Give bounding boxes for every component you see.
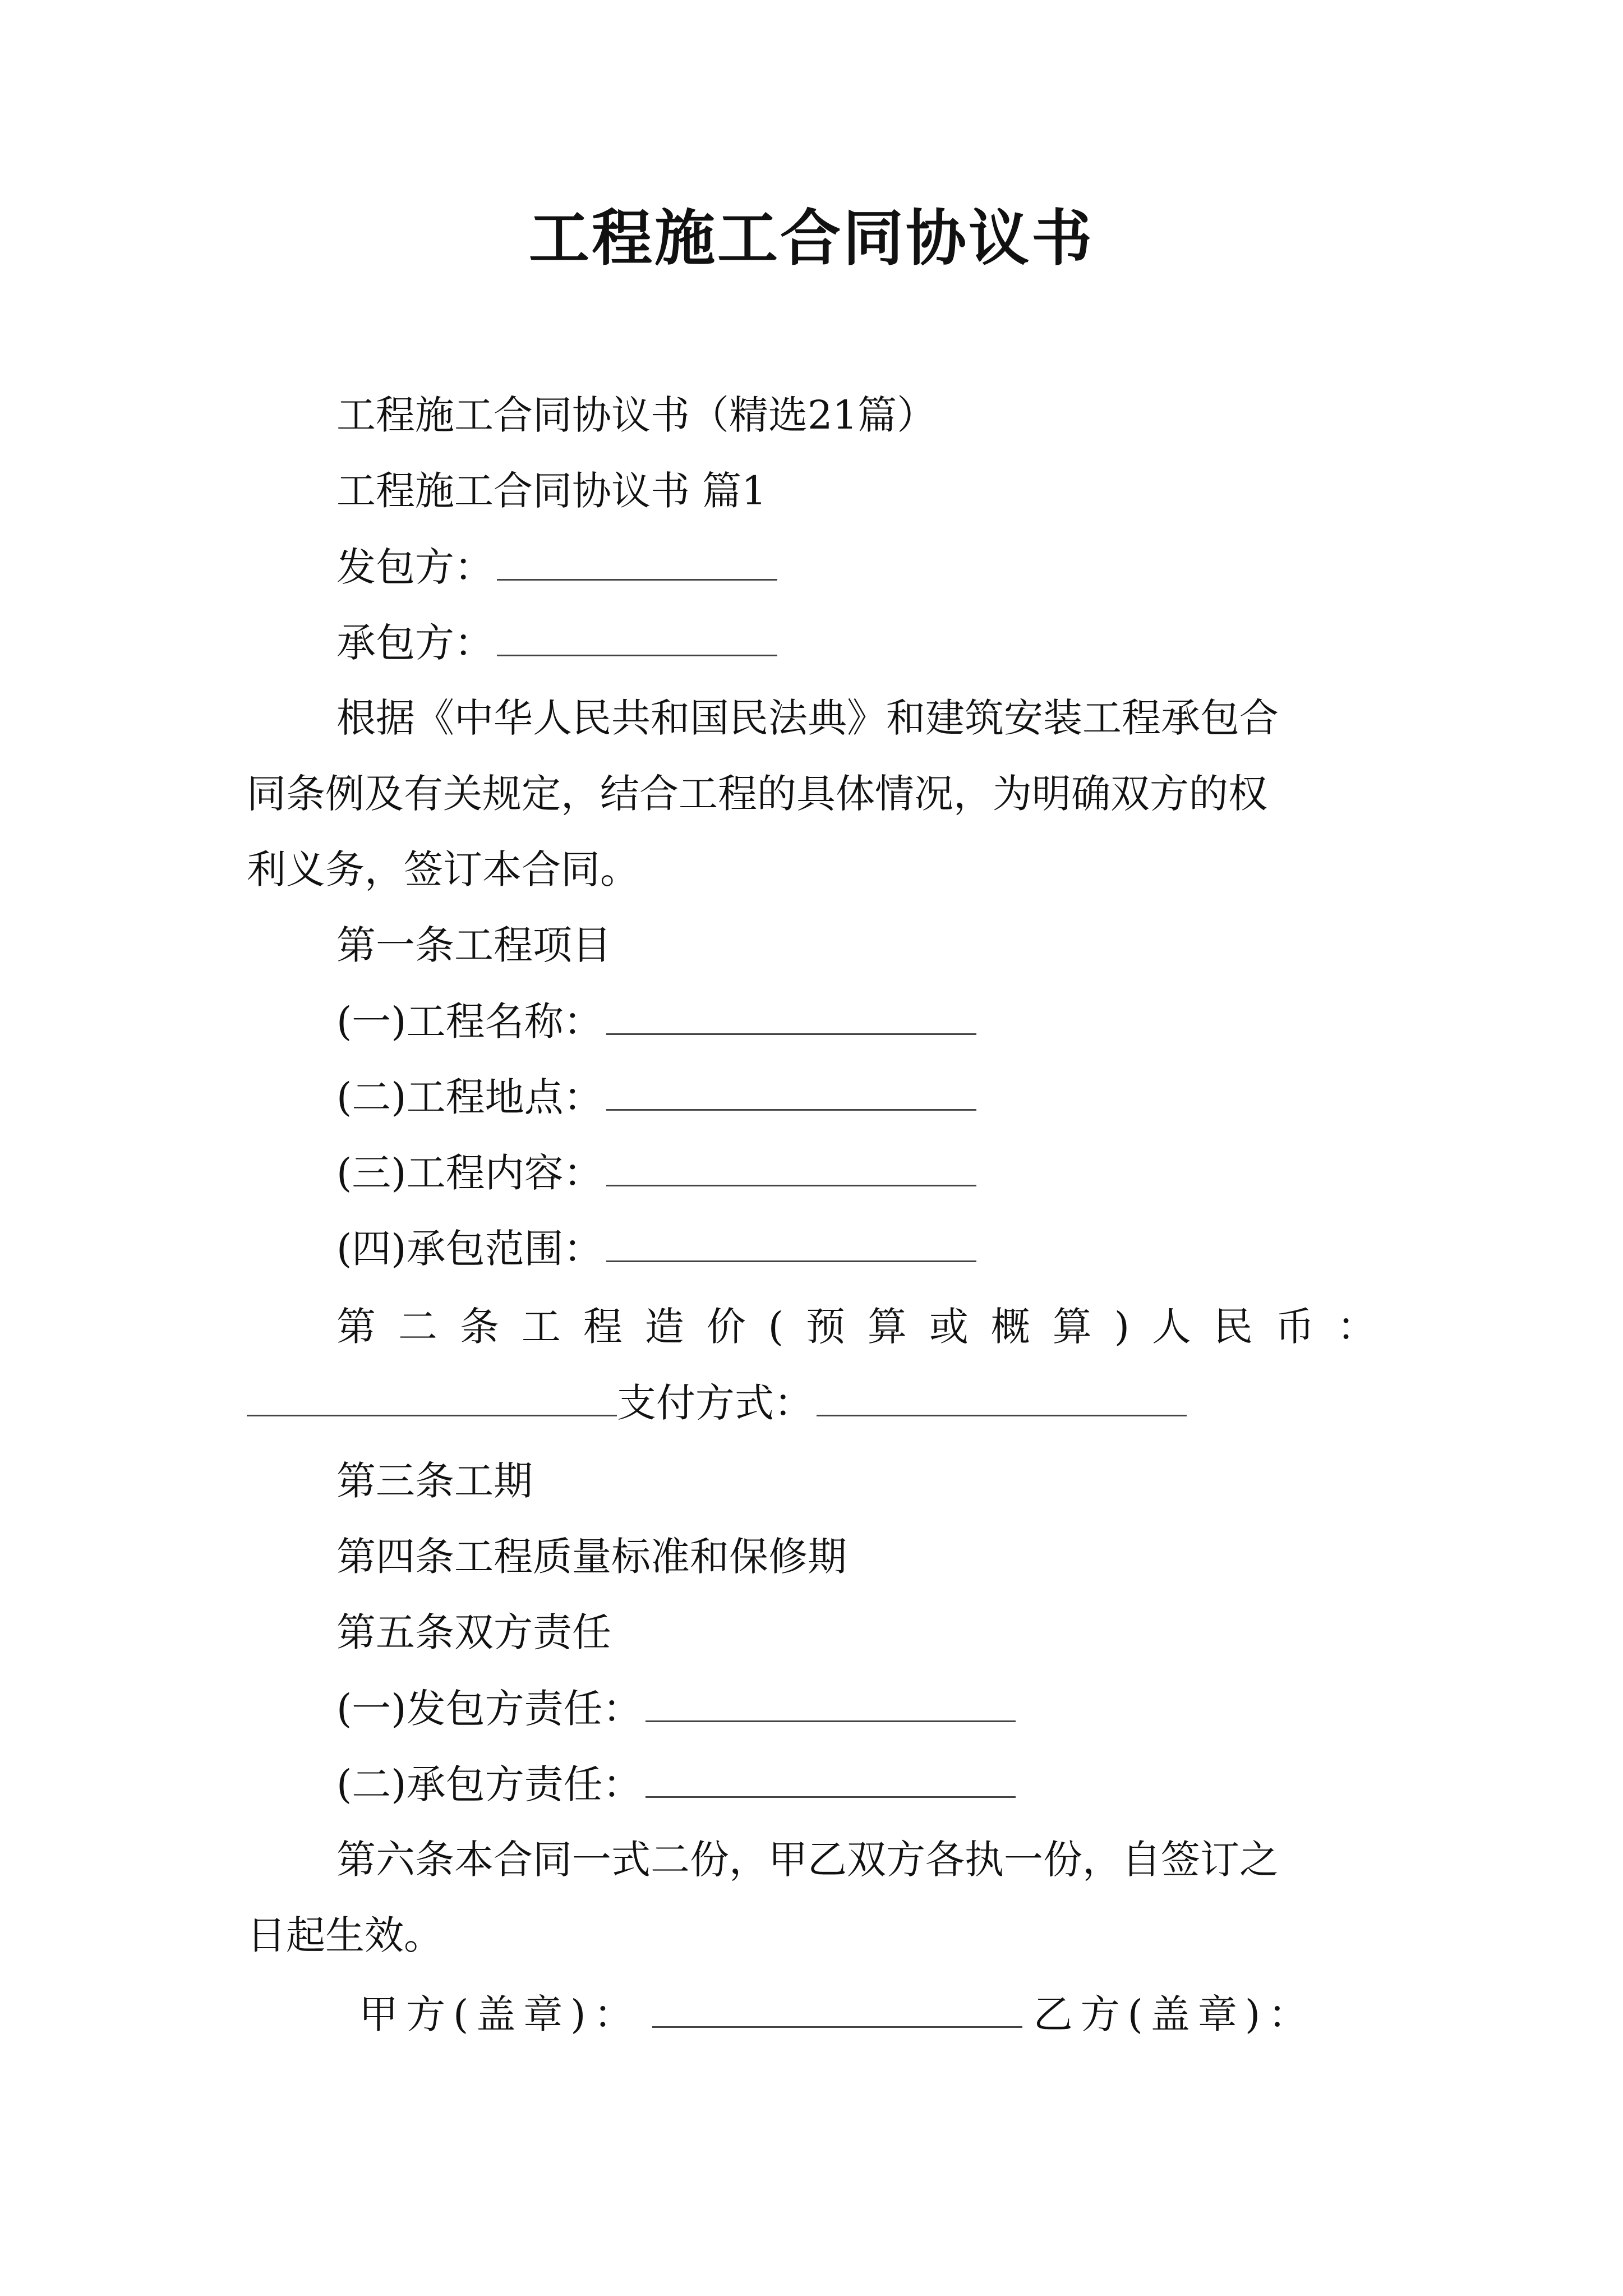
article-2-char: 二 xyxy=(398,1304,437,1350)
article-5-item-label: (二)承包方责任： xyxy=(336,1761,642,1807)
article-2-char: 第 xyxy=(336,1304,376,1350)
article-2-line xyxy=(336,1299,1376,1355)
article-2-char: 概 xyxy=(990,1304,1030,1350)
article-5-item-blank xyxy=(645,1756,1016,1798)
article-2-char: 预 xyxy=(805,1304,845,1350)
article-2-char: 或 xyxy=(929,1304,969,1350)
article-1-item-blank xyxy=(606,1144,976,1186)
article-5-item-row xyxy=(336,1680,1016,1737)
article-1-item-blank xyxy=(606,1069,976,1111)
intro-line-2: 同条例及有关规定，结合工程的具体情况，为明确双方的权 xyxy=(247,771,1267,817)
article-2-char: 币 xyxy=(1275,1304,1315,1350)
article-2-char: 程 xyxy=(583,1304,623,1350)
article-2-payment-label: 支付方式： xyxy=(617,1380,813,1426)
article-1-item-label: (四)承包范围： xyxy=(336,1226,603,1272)
article-2-char: 造 xyxy=(644,1304,684,1350)
article-2-char: 民 xyxy=(1213,1304,1253,1350)
article-2-char: 工 xyxy=(521,1304,561,1350)
article-2-char: ) xyxy=(1114,1304,1130,1350)
article-1-item-label: (一)工程名称： xyxy=(336,999,603,1045)
article-2-char: 价 xyxy=(706,1304,746,1350)
sign-a-blank xyxy=(652,1986,1022,2028)
article-5-heading: 第五条双方责任 xyxy=(336,1609,611,1655)
article-1-item-blank xyxy=(606,993,976,1035)
article-1-item-row xyxy=(336,993,976,1050)
article-2-char: ( xyxy=(768,1304,783,1350)
article-1-item-blank xyxy=(606,1220,976,1262)
article-2-payment-blank xyxy=(817,1374,1187,1416)
sign-b-label: 乙方(盖章)： xyxy=(1033,1991,1316,2037)
article-1-item-row xyxy=(336,1220,976,1277)
party-b-row xyxy=(336,614,777,671)
article-2-char: 算 xyxy=(1052,1304,1092,1350)
article-5-item-label: (一)发包方责任： xyxy=(336,1686,642,1732)
article-5-item-blank xyxy=(645,1680,1016,1722)
party-b-blank xyxy=(497,614,777,656)
article-1-heading: 第一条工程项目 xyxy=(336,922,611,968)
article-2-price-blank xyxy=(247,1374,617,1416)
article-1-item-label: (二)工程地点： xyxy=(336,1074,603,1120)
article-1-item-label: (三)工程内容： xyxy=(336,1150,603,1196)
intro-line-1: 根据《中华人民共和国民法典》和建筑安装工程承包合 xyxy=(336,695,1279,741)
article-6-line-2: 日起生效。 xyxy=(247,1912,443,1958)
article-5-item-row xyxy=(336,1756,1016,1812)
sign-a-label: 甲方(盖章)： xyxy=(359,1991,641,2037)
article-2-char: 条 xyxy=(459,1304,499,1350)
article-2-payment-row xyxy=(247,1374,1187,1431)
party-a-row xyxy=(336,539,777,595)
party-a-blank xyxy=(497,539,777,581)
article-3-heading: 第三条工期 xyxy=(336,1458,533,1504)
document-subtitle: 工程施工合同协议书（精选21篇） xyxy=(336,392,937,438)
signature-row xyxy=(359,1986,1315,2042)
article-2-char: ： xyxy=(1336,1304,1376,1350)
article-6-line-1: 第六条本合同一式二份，甲乙双方各执一份，自签订之 xyxy=(336,1837,1279,1883)
article-2-char: 算 xyxy=(867,1304,907,1350)
document-title: 工程施工合同协议书 xyxy=(528,203,1094,274)
intro-line-3: 利义务，签订本合同。 xyxy=(247,846,639,892)
article-4-heading: 第四条工程质量标准和保修期 xyxy=(336,1534,847,1580)
party-b-label: 承包方： xyxy=(336,620,494,666)
section-heading: 工程施工合同协议书 篇1 xyxy=(336,468,767,514)
article-1-item-row xyxy=(336,1069,976,1125)
article-2-char: 人 xyxy=(1151,1304,1191,1350)
article-1-item-row xyxy=(336,1144,976,1201)
party-a-label: 发包方： xyxy=(336,544,494,590)
